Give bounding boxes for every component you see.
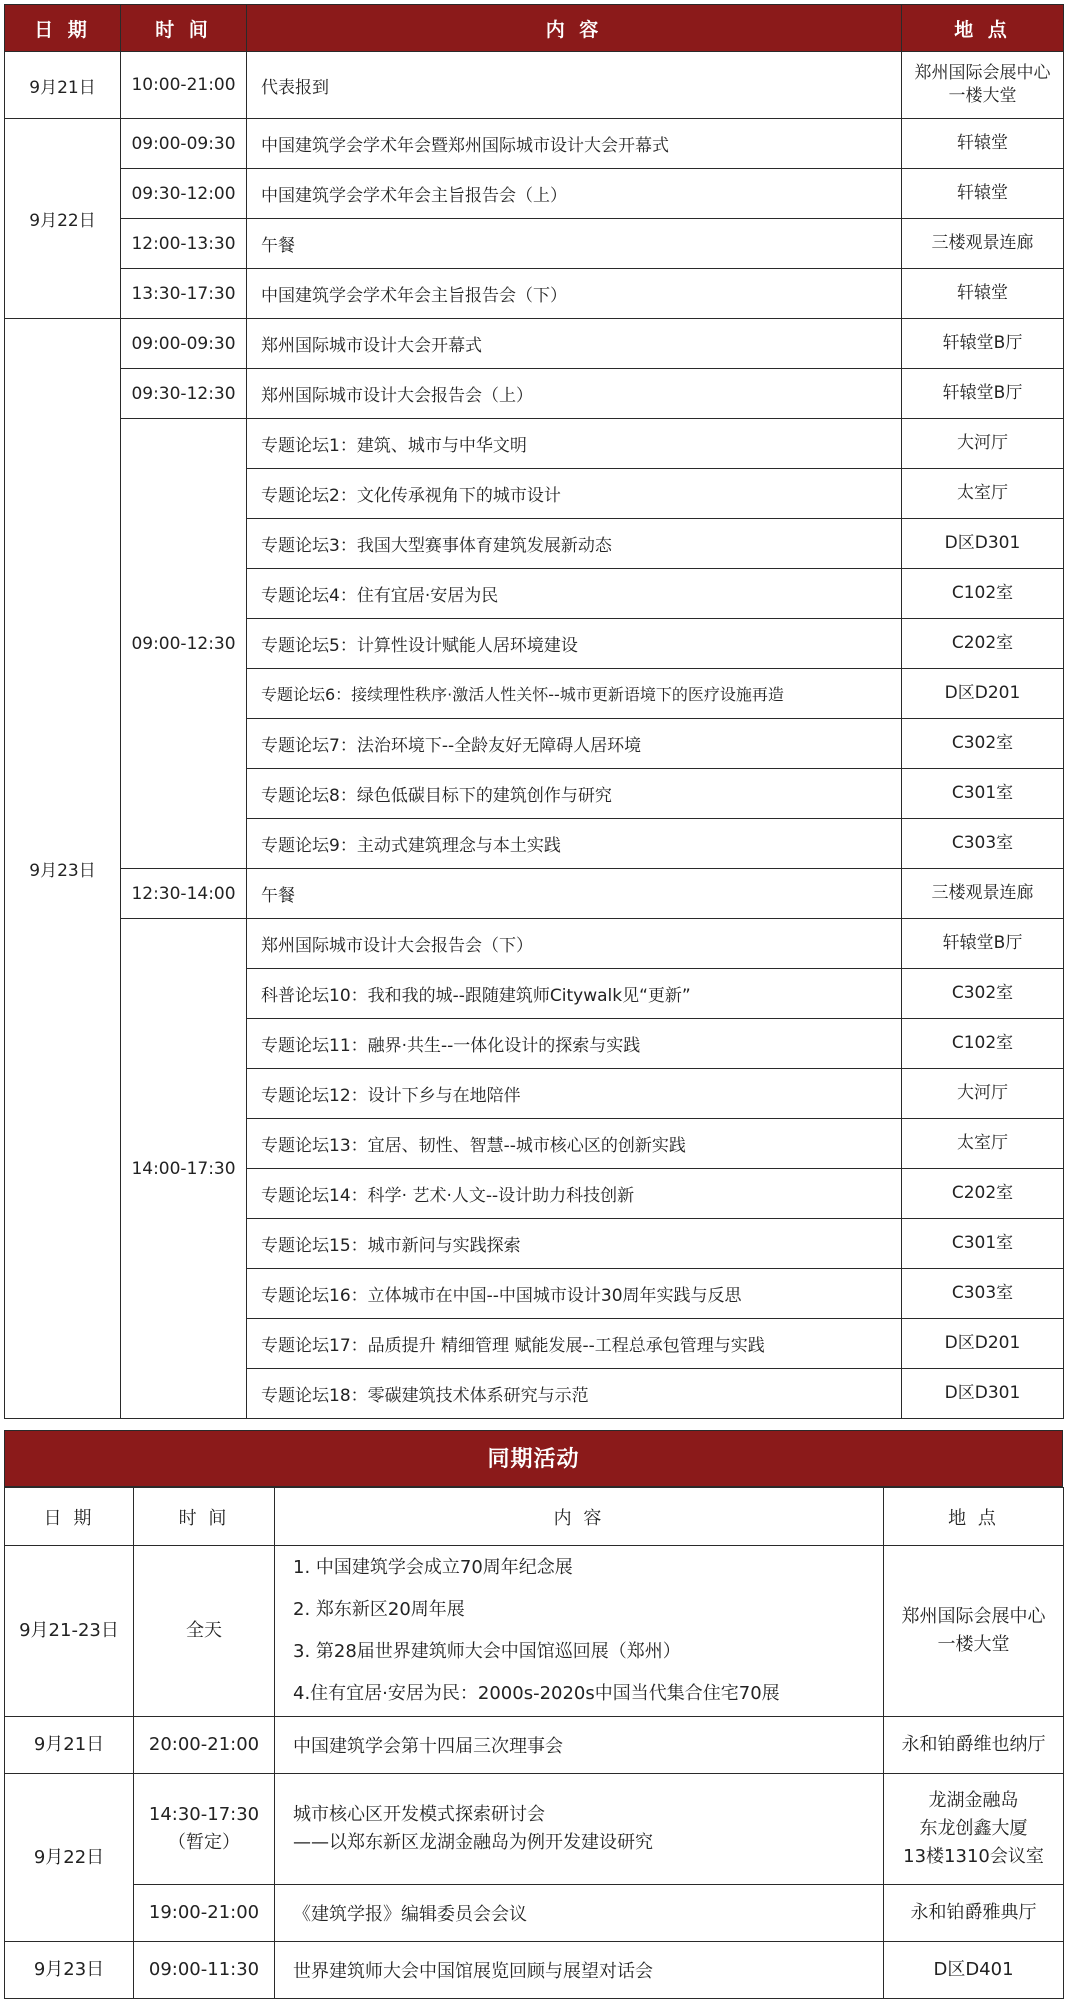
content-cell: 专题论坛18：零碳建筑技术体系研究与示范 [247, 1369, 902, 1419]
time-cell: 09:30-12:30 [121, 369, 247, 419]
content-cell: 专题论坛8：绿色低碳目标下的建筑创作与研究 [247, 769, 902, 819]
content-line: 城市核心区开发模式探索研讨会 [293, 1804, 545, 1825]
content-cell: 中国建筑学会学术年会主旨报告会（下） [247, 269, 902, 319]
date-cell: 9月23日 [5, 319, 121, 1419]
header-date: 日 期 [5, 5, 121, 52]
content-cell: 专题论坛12：设计下乡与在地陪伴 [247, 1069, 902, 1119]
venue-cell: D区D201 [902, 1319, 1064, 1369]
content-cell: 科普论坛10：我和我的城--跟随建筑师Citywalk见“更新” [247, 969, 902, 1019]
venue-cell: D区D301 [902, 519, 1064, 569]
content-cell: 专题论坛2：文化传承视角下的城市设计 [247, 469, 902, 519]
content-cell: 专题论坛1：建筑、城市与中华文明 [247, 419, 902, 469]
venue-cell: 轩辕堂B厅 [902, 919, 1064, 969]
venue-cell: C301室 [902, 769, 1064, 819]
table-row [5, 369, 1064, 419]
content-cell: 专题论坛16：立体城市在中国--中国城市设计30周年实践与反思 [247, 1269, 902, 1319]
date-cell: 9月21日 [5, 52, 121, 119]
content-cell: 专题论坛4：住有宜居·安居为民 [247, 569, 902, 619]
venue-cell: C302室 [902, 719, 1064, 769]
venue-cell: 轩辕堂B厅 [902, 369, 1064, 419]
time-line: 14:30-17:30 [148, 1804, 260, 1825]
content-cell: 中国建筑学会第十四届三次理事会 [275, 1717, 884, 1774]
time-cell: 12:30-14:00 [121, 869, 247, 919]
content-cell: 专题论坛7：法治环境下--全龄友好无障碍人居环境 [247, 719, 902, 769]
venue-cell [884, 1774, 1064, 1885]
content-cell: 专题论坛11：融界·共生--一体化设计的探索与实践 [247, 1019, 902, 1069]
time-cell: 09:00-11:30 [134, 1942, 275, 1999]
content-cell: 《建筑学报》编辑委员会会议 [275, 1885, 884, 1942]
content-cell [275, 1774, 884, 1885]
venue-cell: C202室 [902, 1169, 1064, 1219]
table-row [5, 1885, 1064, 1942]
venue-cell [902, 52, 1064, 119]
content-cell: 专题论坛9：主动式建筑理念与本土实践 [247, 819, 902, 869]
venue-cell: 轩辕堂B厅 [902, 319, 1064, 369]
time-cell: 09:00-12:30 [121, 419, 247, 869]
venue-cell: 轩辕堂 [902, 119, 1064, 169]
concurrent-events-title: 同期活动 [4, 1430, 1063, 1487]
date-cell: 9月21日 [5, 1717, 134, 1774]
table-row [5, 919, 1064, 969]
table-row [5, 1774, 1064, 1885]
venue-cell: D区D301 [902, 1369, 1064, 1419]
list-item: 2. 郑东新区20周年展 [293, 1599, 465, 1620]
table-row [5, 1942, 1064, 1999]
time-cell: 09:00-09:30 [121, 319, 247, 369]
time-cell: 20:00-21:00 [134, 1717, 275, 1774]
venue-cell: C301室 [902, 1219, 1064, 1269]
venue-cell: 三楼观景连廊 [902, 869, 1064, 919]
venue-cell: 轩辕堂 [902, 269, 1064, 319]
venue-cell: C102室 [902, 1019, 1064, 1069]
concurrent-events-table [4, 1487, 1064, 1999]
venue-cell: 大河厅 [902, 419, 1064, 469]
time-cell: 14:00-17:30 [121, 919, 247, 1419]
venue-line: 一楼大堂 [937, 1634, 1010, 1655]
concurrent-header-row [5, 1488, 1064, 1546]
date-cell: 9月21-23日 [5, 1546, 134, 1717]
time-cell [134, 1774, 275, 1885]
content-cell [275, 1546, 884, 1717]
table-row [5, 1546, 1064, 1717]
content-cell: 郑州国际城市设计大会报告会（下） [247, 919, 902, 969]
content-cell: 专题论坛13：宜居、韧性、智慧--城市核心区的创新实践 [247, 1119, 902, 1169]
venue-cell: 太室厅 [902, 469, 1064, 519]
content-cell: 午餐 [247, 869, 902, 919]
content-cell: 中国建筑学会学术年会主旨报告会（上） [247, 169, 902, 219]
venue-line: 一楼大堂 [948, 86, 1017, 106]
venue-cell: D区D201 [902, 669, 1064, 719]
time-cell: 10:00-21:00 [121, 52, 247, 119]
content-cell: 代表报到 [247, 52, 902, 119]
content-cell: 专题论坛5：计算性设计赋能人居环境建设 [247, 619, 902, 669]
schedule-table [4, 4, 1064, 1419]
header-time: 时 间 [121, 5, 247, 52]
content-cell: 专题论坛17：品质提升 精细管理 赋能发展--工程总承包管理与实践 [247, 1319, 902, 1369]
time-cell: 13:30-17:30 [121, 269, 247, 319]
table-row [5, 52, 1064, 119]
date-cell: 9月22日 [5, 1774, 134, 1942]
schedule-header-row [5, 5, 1064, 52]
venue-cell: C202室 [902, 619, 1064, 669]
venue-line: 郑州国际会展中心 [901, 1606, 1046, 1627]
content-cell: 郑州国际城市设计大会报告会（上） [247, 369, 902, 419]
header-content: 内 容 [275, 1488, 884, 1546]
table-row [5, 319, 1064, 369]
time-cell: 19:00-21:00 [134, 1885, 275, 1942]
venue-line: 龙湖金融岛 [928, 1790, 1019, 1811]
time-cell: 全天 [134, 1546, 275, 1717]
venue-cell: 永和铂爵维也纳厅 [884, 1717, 1064, 1774]
venue-line: 郑州国际会展中心 [914, 63, 1051, 83]
table-row [5, 119, 1064, 169]
content-line: ——以郑东新区龙湖金融岛为例开发建设研究 [293, 1832, 653, 1853]
header-content: 内 容 [247, 5, 902, 52]
venue-cell: 轩辕堂 [902, 169, 1064, 219]
content-cell: 专题论坛6：接续理性秩序·激活人性关怀--城市更新语境下的医疗设施再造 [247, 669, 902, 719]
venue-cell: C302室 [902, 969, 1064, 1019]
content-cell: 专题论坛15：城市新问与实践探索 [247, 1219, 902, 1269]
list-item: 1. 中国建筑学会成立70周年纪念展 [293, 1557, 573, 1578]
table-row [5, 269, 1064, 319]
header-venue: 地 点 [884, 1488, 1064, 1546]
venue-cell: C303室 [902, 819, 1064, 869]
time-cell: 09:00-09:30 [121, 119, 247, 169]
content-cell: 世界建筑师大会中国馆展览回顾与展望对话会 [275, 1942, 884, 1999]
content-cell: 中国建筑学会学术年会暨郑州国际城市设计大会开幕式 [247, 119, 902, 169]
content-cell: 专题论坛14：科学· 艺术·人文--设计助力科技创新 [247, 1169, 902, 1219]
content-cell: 午餐 [247, 219, 902, 269]
time-cell: 12:00-13:30 [121, 219, 247, 269]
venue-cell: 三楼观景连廊 [902, 219, 1064, 269]
table-row [5, 869, 1064, 919]
header-venue: 地 点 [902, 5, 1064, 52]
list-item: 4.住有宜居·安居为民：2000s-2020s中国当代集合住宅70展 [293, 1683, 780, 1704]
table-row [5, 419, 1064, 469]
list-item: 3. 第28届世界建筑师大会中国馆巡回展（郑州） [293, 1641, 681, 1662]
table-row [5, 169, 1064, 219]
venue-cell: C303室 [902, 1269, 1064, 1319]
time-line: （暂定） [168, 1832, 240, 1853]
date-cell: 9月23日 [5, 1942, 134, 1999]
content-cell: 郑州国际城市设计大会开幕式 [247, 319, 902, 369]
venue-cell: 永和铂爵雅典厅 [884, 1885, 1064, 1942]
venue-line: 13楼1310会议室 [903, 1846, 1044, 1867]
venue-cell [884, 1546, 1064, 1717]
venue-cell: 太室厅 [902, 1119, 1064, 1169]
venue-cell: C102室 [902, 569, 1064, 619]
header-time: 时 间 [134, 1488, 275, 1546]
table-row [5, 1717, 1064, 1774]
content-cell: 专题论坛3：我国大型赛事体育建筑发展新动态 [247, 519, 902, 569]
table-row [5, 219, 1064, 269]
time-cell: 09:30-12:00 [121, 169, 247, 219]
date-cell: 9月22日 [5, 119, 121, 319]
venue-cell: 大河厅 [902, 1069, 1064, 1119]
venue-line: 东龙创鑫大厦 [919, 1818, 1028, 1839]
venue-cell: D区D401 [884, 1942, 1064, 1999]
header-date: 日 期 [5, 1488, 134, 1546]
